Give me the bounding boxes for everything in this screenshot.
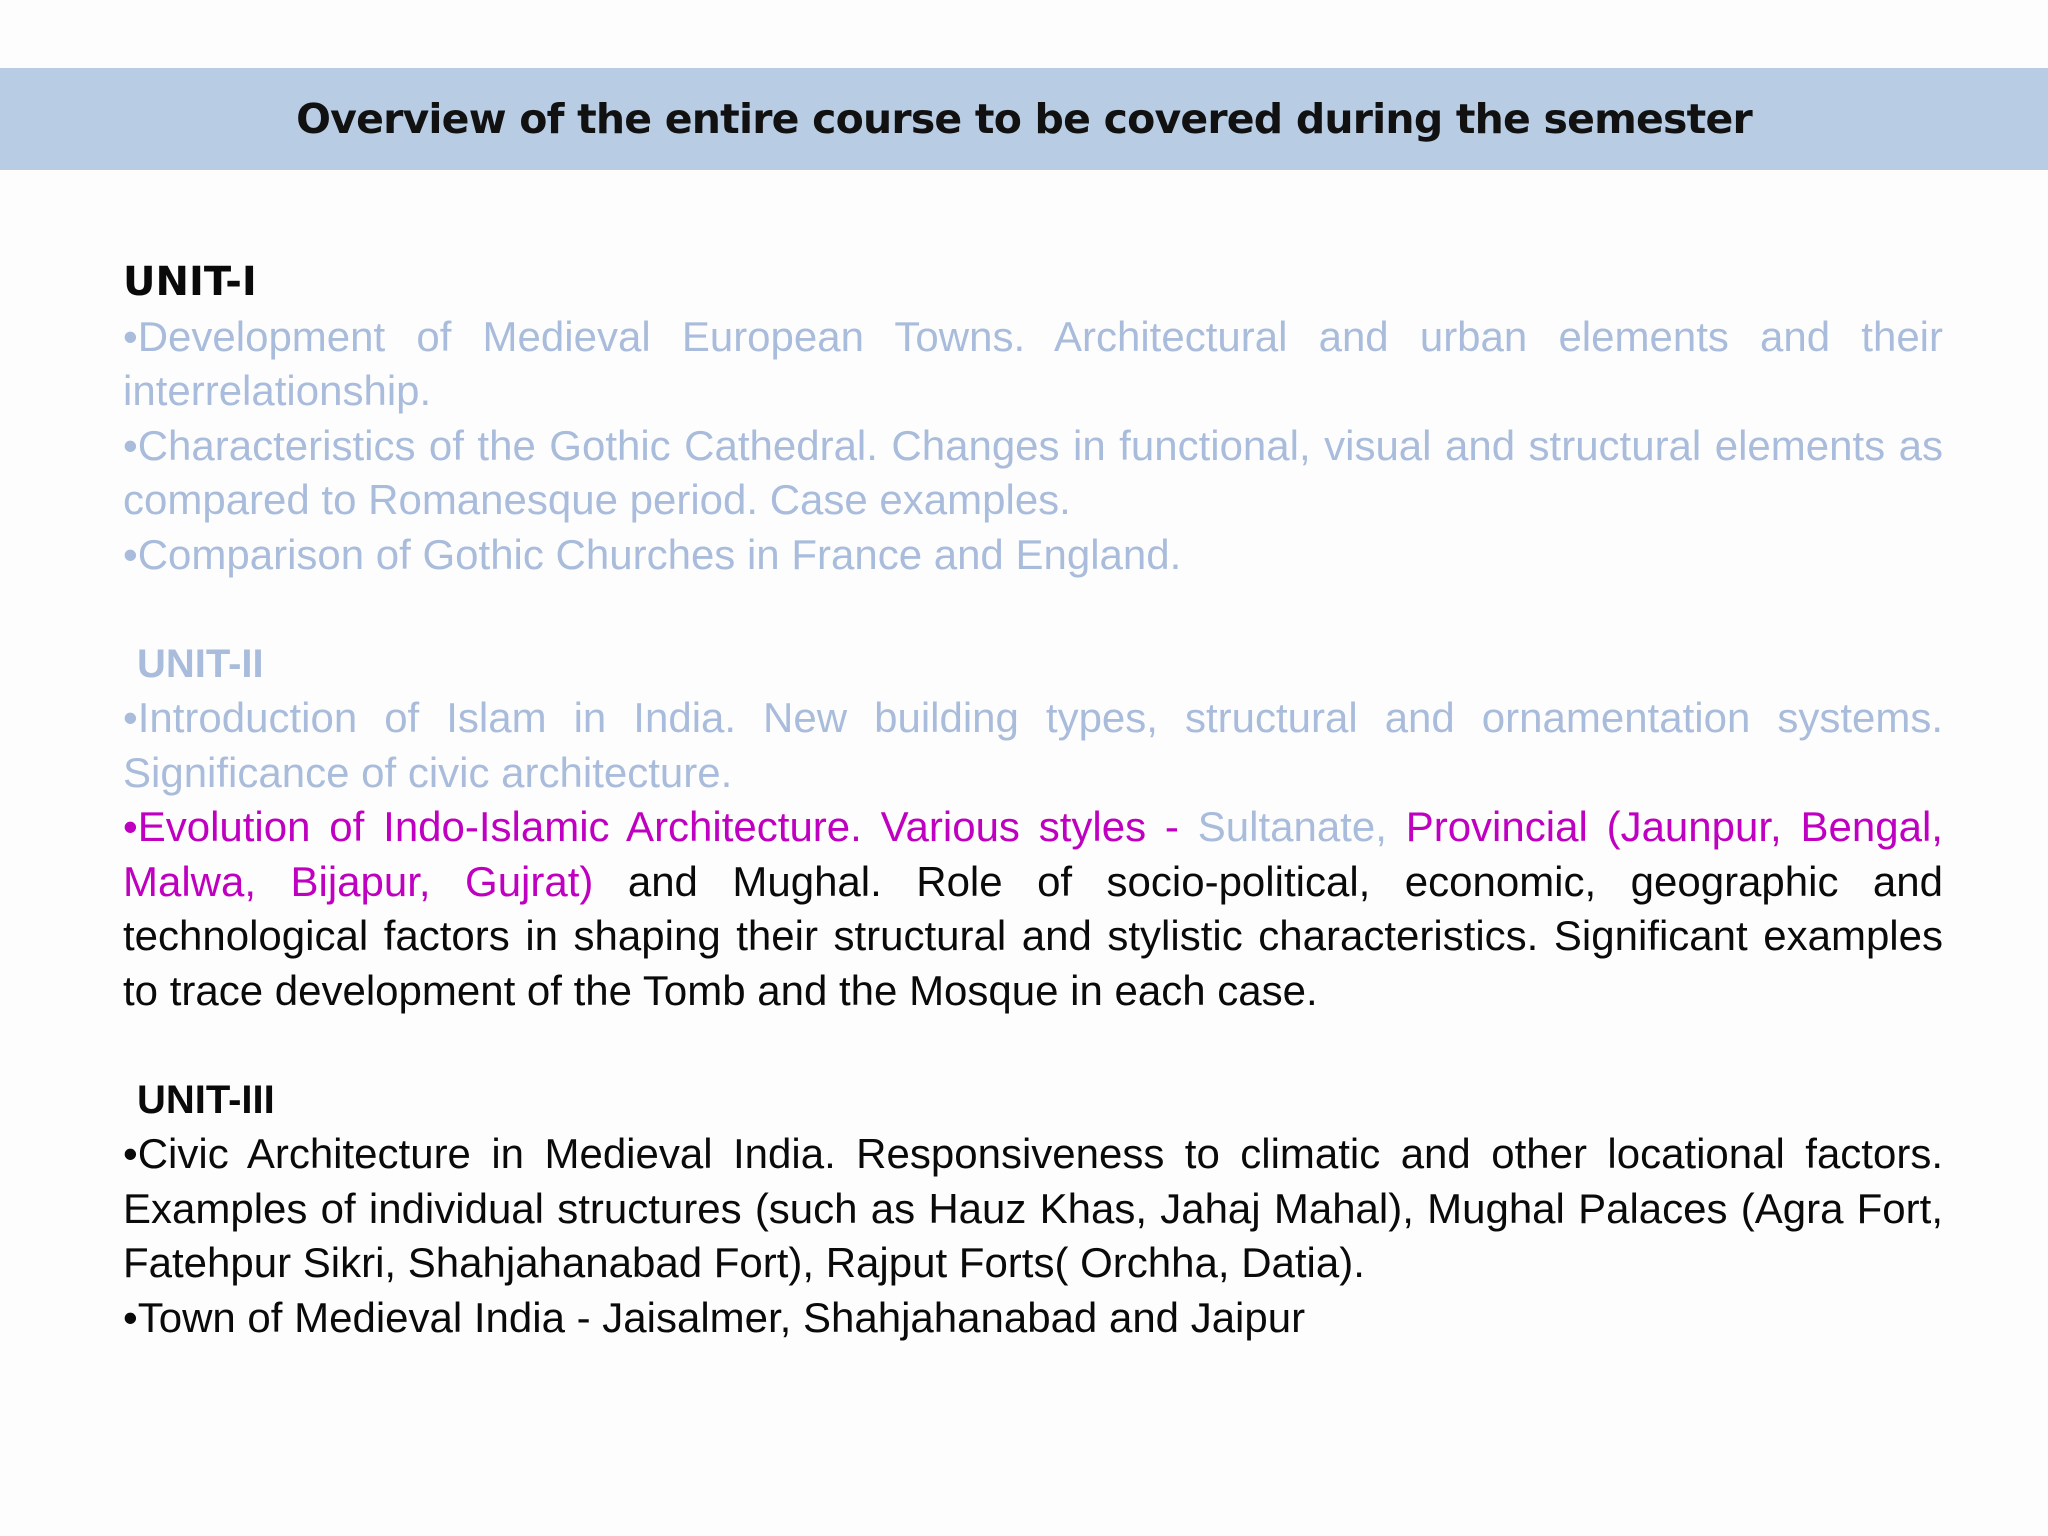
slide-title: Overview of the entire course to be covered during the semester [296,95,1752,143]
unit-heading-1: UNIT-I [123,259,257,305]
unit-heading-3: UNIT-III [137,1077,275,1122]
spacer [123,582,1943,637]
unit2-item-2-part4: and Mughal. Role of socio-political, economic, geographic and technological factors in shaping their structural and stylistic characteristics. Significant examples to trace development of the Tomb and the Mosque in each case. [123,857,1943,1014]
unit1-item-2: •Characteristics of the Gothic Cathedral. Changes in functional, visual and structural elements as compared to Romanesque period. Case examples. [123,421,1943,523]
unit1-item-3: •Comparison of Gothic Churches in France and England. [123,530,1182,578]
unit3-item-2: •Town of Medieval India - Jaisalmer, Shahjahanabad and Jaipur [123,1293,1306,1341]
slide-content [123,255,1943,1345]
unit-heading-2: UNIT-II [137,641,264,686]
unit2-item-2 [123,800,1943,1018]
unit2-item-2-part2: Sultanate, [1197,803,1406,850]
unit2-item-1: •Introduction of Islam in India. New building types, structural and ornamentation systems. Significance of civic architecture. [123,694,1943,796]
unit2-item-2-part1: •Evolution of Indo-Islamic Architecture. Various styles - [123,803,1198,850]
unit3-item-1: •Civic Architecture in Medieval India. Responsiveness to climatic and other locational factors. Examples of individual structures (such as Hauz Khas, Jahaj Mahal), Mughal Palaces (Agra Fort, Fatehpur Sikri, Shahjahanabad Fort), Rajput Forts( Orchha, Datia). [123,1130,1943,1286]
title-band [0,68,2048,170]
spacer [123,1018,1943,1073]
unit1-item-1: •Development of Medieval European Towns. Architectural and urban elements and their interrelationship. [123,312,1943,414]
unit2-item-2-part3: Provincial (Jaunpur, Bengal, Malwa, Bijapur, Gujrat) [123,803,1943,905]
